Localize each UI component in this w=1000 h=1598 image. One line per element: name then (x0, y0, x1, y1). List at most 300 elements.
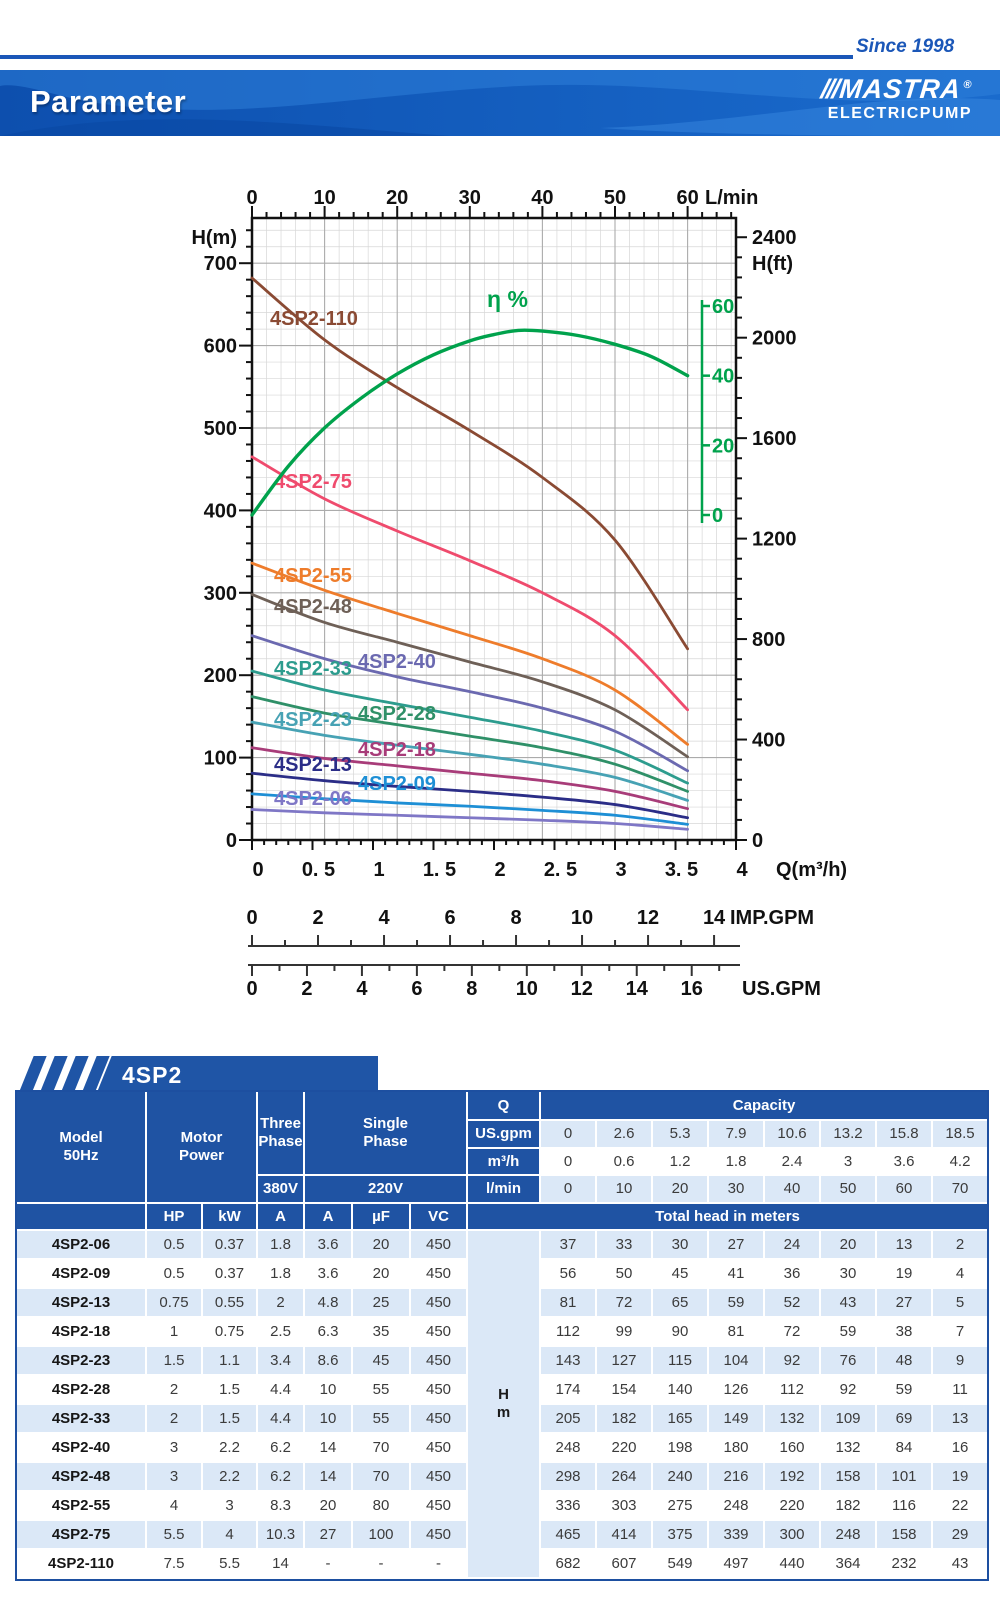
header-lmin: l/min (468, 1176, 541, 1204)
model-cell: 4SP2-40 (17, 1434, 147, 1463)
value-a380: 8.3 (258, 1492, 305, 1521)
value-uf: 70 (353, 1434, 411, 1463)
right-tick-label: 2400 (752, 227, 797, 250)
left-tick-label: 400 (203, 500, 237, 523)
header-220v: 220V (305, 1176, 468, 1204)
head-value: 440 (765, 1550, 821, 1579)
capacity-lmin-value: 40 (765, 1176, 821, 1204)
efficiency-tick-label: 0 (712, 505, 724, 527)
head-value: 36 (765, 1260, 821, 1289)
us-tick-label: 4 (356, 978, 368, 1000)
head-value: 240 (653, 1463, 709, 1492)
head-value: 143 (541, 1347, 597, 1376)
head-value: 69 (877, 1405, 933, 1434)
head-value: 248 (821, 1521, 877, 1550)
value-uf: 20 (353, 1260, 411, 1289)
value-hp: 7.5 (147, 1550, 203, 1579)
value-vc: 450 (411, 1318, 468, 1347)
head-value: 248 (541, 1434, 597, 1463)
header-hp: HP (147, 1204, 203, 1231)
value-vc: 450 (411, 1434, 468, 1463)
bottom-tick-label: 4 (736, 859, 748, 881)
value-vc: 450 (411, 1405, 468, 1434)
capacity-m3h-value: 0.6 (597, 1149, 653, 1176)
head-value: 112 (765, 1376, 821, 1405)
page-title: Parameter (30, 84, 187, 119)
left-tick-label: 600 (203, 335, 237, 358)
value-uf: 100 (353, 1521, 411, 1550)
head-value: 4 (933, 1260, 987, 1289)
model-cell: 4SP2-48 (17, 1463, 147, 1492)
model-cell: 4SP2-23 (17, 1347, 147, 1376)
value-hp: 3 (147, 1463, 203, 1492)
head-value: 112 (541, 1318, 597, 1347)
value-kw: 5.5 (203, 1550, 258, 1579)
us-axis-unit: US.GPM (742, 978, 821, 1000)
head-value: 109 (821, 1405, 877, 1434)
head-value: 99 (597, 1318, 653, 1347)
header-uf: µF (353, 1204, 411, 1231)
head-value: 275 (653, 1492, 709, 1521)
capacity-lmin-value: 0 (541, 1176, 597, 1204)
head-value: 158 (877, 1521, 933, 1550)
imp-tick-label: 10 (570, 907, 594, 929)
head-value: 20 (821, 1231, 877, 1260)
pump-curve-chart-svg (0, 170, 1000, 1010)
head-value: 607 (597, 1550, 653, 1579)
head-value: 364 (821, 1550, 877, 1579)
bottom-tick-label: 3. 5 (664, 859, 699, 881)
head-value: 154 (597, 1376, 653, 1405)
brand-name: MASTRA (837, 74, 963, 104)
header-m3h: m³/h (468, 1149, 541, 1176)
left-tick-label: 100 (203, 747, 237, 770)
head-value: 149 (709, 1405, 765, 1434)
head-value: 11 (933, 1376, 987, 1405)
imp-tick-label: 12 (636, 907, 660, 929)
head-value: 158 (821, 1463, 877, 1492)
value-kw: 0.75 (203, 1318, 258, 1347)
header-motor-power: Motor Power (147, 1092, 258, 1204)
capacity-us-gpm-value: 5.3 (653, 1121, 709, 1149)
value-a380: 4.4 (258, 1405, 305, 1434)
head-value: 90 (653, 1318, 709, 1347)
value-a380: 1.8 (258, 1260, 305, 1289)
head-value: 33 (597, 1231, 653, 1260)
capacity-lmin-value: 60 (877, 1176, 933, 1204)
top-tick-label: 20 (386, 187, 409, 209)
bottom-tick-label: 0. 5 (301, 859, 336, 881)
head-value: 232 (877, 1550, 933, 1579)
capacity-us-gpm-value: 10.6 (765, 1121, 821, 1149)
head-value: 43 (821, 1289, 877, 1318)
head-value: 76 (821, 1347, 877, 1376)
header-model: Model 50Hz (17, 1092, 147, 1204)
head-value: 43 (933, 1550, 987, 1579)
series-name: 4SP2 (122, 1062, 183, 1088)
curve-label-4SP2-33: 4SP2-33 (274, 658, 352, 680)
table-row-4SP2-06 (17, 1231, 987, 1260)
head-value: 24 (765, 1231, 821, 1260)
head-value: 5 (933, 1289, 987, 1318)
value-uf: 80 (353, 1492, 411, 1521)
page-banner (0, 70, 1000, 136)
value-hp: 1 (147, 1318, 203, 1347)
head-value: 84 (877, 1434, 933, 1463)
head-value: 198 (653, 1434, 709, 1463)
head-value: 205 (541, 1405, 597, 1434)
value-a220: 10 (305, 1376, 353, 1405)
capacity-lmin-value: 20 (653, 1176, 709, 1204)
capacity-m3h-value: 1.2 (653, 1149, 709, 1176)
left-tick-label: 200 (203, 665, 237, 688)
head-value: 264 (597, 1463, 653, 1492)
head-value: 140 (653, 1376, 709, 1405)
model-cell: 4SP2-13 (17, 1289, 147, 1318)
head-value: 300 (765, 1521, 821, 1550)
value-vc: 450 (411, 1463, 468, 1492)
value-hp: 0.75 (147, 1289, 203, 1318)
head-value: 7 (933, 1318, 987, 1347)
head-value: 19 (933, 1463, 987, 1492)
capacity-m3h-value: 3 (821, 1149, 877, 1176)
value-a220: 10 (305, 1405, 353, 1434)
left-axis-unit: H(m) (191, 227, 237, 249)
head-value: 375 (653, 1521, 709, 1550)
head-value: 216 (709, 1463, 765, 1492)
head-value: 30 (653, 1231, 709, 1260)
value-a380: 3.4 (258, 1347, 305, 1376)
imp-axis-unit: IMP.GPM (730, 907, 815, 929)
head-value: 127 (597, 1347, 653, 1376)
bottom-tick-label: 3 (615, 859, 627, 881)
top-tick-label: 0 (246, 187, 258, 209)
curve-label-4SP2-55: 4SP2-55 (274, 565, 352, 587)
model-cell: 4SP2-06 (17, 1231, 147, 1260)
top-tick-label: 30 (458, 187, 481, 209)
head-value: 29 (933, 1521, 987, 1550)
capacity-lmin-value: 50 (821, 1176, 877, 1204)
value-hp: 2 (147, 1376, 203, 1405)
value-hp: 0.5 (147, 1231, 203, 1260)
header-us-gpm: US.gpm (468, 1121, 541, 1149)
left-tick-label: 300 (203, 582, 237, 605)
value-vc: 450 (411, 1347, 468, 1376)
model-cell: 4SP2-110 (17, 1550, 147, 1579)
value-a380: 2 (258, 1289, 305, 1318)
value-hp: 5.5 (147, 1521, 203, 1550)
head-value: 220 (597, 1434, 653, 1463)
capacity-us-gpm-value: 13.2 (821, 1121, 877, 1149)
value-kw: 0.55 (203, 1289, 258, 1318)
header-q: Q (468, 1092, 541, 1121)
value-a380: 6.2 (258, 1434, 305, 1463)
value-kw: 2.2 (203, 1463, 258, 1492)
us-tick-label: 2 (301, 978, 313, 1000)
head-value: 298 (541, 1463, 597, 1492)
left-tick-label: 700 (203, 253, 237, 276)
us-tick-label: 14 (625, 978, 648, 1000)
head-value: 339 (709, 1521, 765, 1550)
value-kw: 0.37 (203, 1231, 258, 1260)
curve-label-4SP2-110: 4SP2-110 (270, 308, 358, 330)
value-uf: 45 (353, 1347, 411, 1376)
bottom-tick-label: 0 (252, 859, 264, 881)
registered-mark-icon: ® (962, 79, 974, 91)
top-tick-label: 10 (313, 187, 336, 209)
head-value: 72 (597, 1289, 653, 1318)
head-value: 101 (877, 1463, 933, 1492)
value-vc: 450 (411, 1376, 468, 1405)
right-tick-label: 0 (752, 830, 764, 852)
imp-tick-label: 2 (312, 907, 324, 929)
bottom-tick-label: 2. 5 (543, 859, 578, 881)
head-value: 248 (709, 1492, 765, 1521)
model-cell: 4SP2-28 (17, 1376, 147, 1405)
capacity-us-gpm-value: 0 (541, 1121, 597, 1149)
value-vc: 450 (411, 1289, 468, 1318)
right-tick-label: 2000 (752, 327, 797, 350)
head-value: 13 (933, 1405, 987, 1434)
bottom-tick-label: 1 (373, 859, 385, 881)
curve-label-4SP2-48: 4SP2-48 (274, 596, 352, 618)
head-value: 38 (877, 1318, 933, 1347)
value-a220: 20 (305, 1492, 353, 1521)
capacity-us-gpm-value: 18.5 (933, 1121, 987, 1149)
value-kw: 0.37 (203, 1260, 258, 1289)
imp-tick-label: 6 (444, 907, 456, 929)
head-value: 115 (653, 1347, 709, 1376)
curve-label-4SP2-09: 4SP2-09 (358, 773, 436, 795)
value-vc: 450 (411, 1231, 468, 1260)
capacity-lmin-value: 10 (597, 1176, 653, 1204)
brand-subtitle: ELECTRICPUMP (827, 105, 972, 122)
value-a220: 4.8 (305, 1289, 353, 1318)
model-cell: 4SP2-33 (17, 1405, 147, 1434)
model-cell: 4SP2-75 (17, 1521, 147, 1550)
value-uf: 25 (353, 1289, 411, 1318)
us-tick-label: 0 (246, 978, 258, 1000)
value-vc: 450 (411, 1260, 468, 1289)
top-tick-label: 50 (603, 187, 627, 209)
head-value: 65 (653, 1289, 709, 1318)
head-value: 81 (709, 1318, 765, 1347)
curve-label-4SP2-40: 4SP2-40 (358, 651, 436, 673)
spec-table-container (15, 1090, 985, 1581)
head-value: 303 (597, 1492, 653, 1521)
value-kw: 4 (203, 1521, 258, 1550)
value-hp: 2 (147, 1405, 203, 1434)
curve-label-4SP2-75: 4SP2-75 (274, 471, 352, 493)
bottom-tick-label: 2 (494, 859, 506, 881)
capacity-m3h-value: 4.2 (933, 1149, 987, 1176)
head-value: 174 (541, 1376, 597, 1405)
value-a380: 10.3 (258, 1521, 305, 1550)
us-tick-label: 12 (570, 978, 593, 1000)
model-cell: 4SP2-09 (17, 1260, 147, 1289)
head-unit-cell: H m (468, 1231, 541, 1579)
head-value: 132 (821, 1434, 877, 1463)
head-value: 192 (765, 1463, 821, 1492)
header-380v: 380V (258, 1176, 305, 1204)
curve-label-4SP2-18: 4SP2-18 (358, 739, 436, 761)
brand-logo-wordmark (819, 76, 973, 103)
right-tick-label: 1200 (752, 528, 797, 551)
value-a380: 2.5 (258, 1318, 305, 1347)
curve-label-4SP2-23: 4SP2-23 (274, 709, 352, 731)
value-a220: - (305, 1550, 353, 1579)
value-a220: 8.6 (305, 1347, 353, 1376)
value-a380: 14 (258, 1550, 305, 1579)
capacity-lmin-value: 30 (709, 1176, 765, 1204)
capacity-us-gpm-value: 7.9 (709, 1121, 765, 1149)
bottom-tick-label: 1. 5 (422, 859, 457, 881)
value-kw: 2.2 (203, 1434, 258, 1463)
value-uf: 70 (353, 1463, 411, 1492)
value-a220: 3.6 (305, 1231, 353, 1260)
model-cell: 4SP2-18 (17, 1318, 147, 1347)
head-value: 52 (765, 1289, 821, 1318)
head-value: 2 (933, 1231, 987, 1260)
head-value: 165 (653, 1405, 709, 1434)
value-a220: 3.6 (305, 1260, 353, 1289)
efficiency-label: η % (487, 286, 528, 312)
value-a380: 4.4 (258, 1376, 305, 1405)
top-axis-unit: L/min (705, 187, 759, 209)
head-value: 497 (709, 1550, 765, 1579)
efficiency-tick-label: 20 (712, 435, 735, 458)
value-uf: 35 (353, 1318, 411, 1347)
capacity-us-gpm-value: 2.6 (597, 1121, 653, 1149)
value-hp: 1.5 (147, 1347, 203, 1376)
right-tick-label: 1600 (752, 428, 797, 451)
head-value: 72 (765, 1318, 821, 1347)
capacity-m3h-value: 3.6 (877, 1149, 933, 1176)
head-value: 160 (765, 1434, 821, 1463)
pump-curve-chart (0, 170, 1000, 1010)
head-value: 116 (877, 1492, 933, 1521)
head-value: 182 (597, 1405, 653, 1434)
imp-tick-label: 8 (510, 907, 522, 929)
header-rule (0, 55, 853, 59)
right-axis-unit: H(ft) (752, 253, 794, 275)
imp-tick-label: 0 (246, 907, 258, 929)
head-value: 104 (709, 1347, 765, 1376)
header-capacity: Capacity (541, 1092, 987, 1121)
value-a220: 14 (305, 1463, 353, 1492)
us-tick-label: 10 (515, 978, 538, 1000)
value-kw: 1.5 (203, 1405, 258, 1434)
head-value: 414 (597, 1521, 653, 1550)
value-kw: 1.1 (203, 1347, 258, 1376)
value-hp: 3 (147, 1434, 203, 1463)
imp-tick-label: 4 (378, 907, 390, 929)
top-tick-label: 60 (676, 187, 699, 209)
value-uf: 55 (353, 1376, 411, 1405)
header-a-220: A (305, 1204, 353, 1231)
head-value: 48 (877, 1347, 933, 1376)
head-value: 22 (933, 1492, 987, 1521)
head-value: 27 (877, 1289, 933, 1318)
head-value: 16 (933, 1434, 987, 1463)
head-value: 126 (709, 1376, 765, 1405)
head-value: 27 (709, 1231, 765, 1260)
value-vc: 450 (411, 1492, 468, 1521)
us-tick-label: 8 (466, 978, 478, 1000)
head-value: 37 (541, 1231, 597, 1260)
capacity-lmin-value: 70 (933, 1176, 987, 1204)
efficiency-tick-label: 40 (712, 365, 735, 388)
head-value: 13 (877, 1231, 933, 1260)
head-value: 92 (765, 1347, 821, 1376)
brand-logo (821, 76, 972, 122)
header-total-head: Total head in meters (468, 1204, 987, 1231)
value-a220: 6.3 (305, 1318, 353, 1347)
capacity-m3h-value: 0 (541, 1149, 597, 1176)
us-tick-label: 16 (680, 978, 703, 1000)
top-tick-label: 40 (531, 187, 554, 209)
value-a380: 1.8 (258, 1231, 305, 1260)
value-kw: 3 (203, 1492, 258, 1521)
value-uf: 55 (353, 1405, 411, 1434)
value-kw: 1.5 (203, 1376, 258, 1405)
value-uf: 20 (353, 1231, 411, 1260)
head-value: 59 (821, 1318, 877, 1347)
capacity-m3h-value: 1.8 (709, 1149, 765, 1176)
head-value: 182 (821, 1492, 877, 1521)
head-value: 41 (709, 1260, 765, 1289)
header-kw: kW (203, 1204, 258, 1231)
right-tick-label: 800 (752, 629, 786, 652)
bottom-axis-unit: Q(m³/h) (776, 859, 848, 881)
value-a380: 6.2 (258, 1463, 305, 1492)
spec-table (15, 1090, 989, 1581)
curve-label-4SP2-13: 4SP2-13 (274, 754, 352, 776)
right-tick-label: 400 (752, 729, 786, 752)
model-cell: 4SP2-55 (17, 1492, 147, 1521)
value-vc: 450 (411, 1521, 468, 1550)
head-value: 45 (653, 1260, 709, 1289)
value-a220: 27 (305, 1521, 353, 1550)
curve-label-4SP2-28: 4SP2-28 (358, 703, 436, 725)
value-vc: - (411, 1550, 468, 1579)
head-value: 336 (541, 1492, 597, 1521)
value-hp: 4 (147, 1492, 203, 1521)
head-value: 81 (541, 1289, 597, 1318)
series-banner-bar-end (330, 1056, 378, 1094)
head-value: 59 (709, 1289, 765, 1318)
header-a-380: A (258, 1204, 305, 1231)
head-value: 132 (765, 1405, 821, 1434)
since-text: Since 1998 (856, 36, 955, 57)
logo-slashes-icon: /// (819, 74, 840, 104)
left-tick-label: 0 (225, 830, 237, 852)
capacity-m3h-value: 2.4 (765, 1149, 821, 1176)
us-tick-label: 6 (411, 978, 423, 1000)
head-value: 9 (933, 1347, 987, 1376)
value-uf: - (353, 1550, 411, 1579)
left-tick-label: 500 (203, 418, 237, 440)
head-value: 59 (877, 1376, 933, 1405)
capacity-us-gpm-value: 15.8 (877, 1121, 933, 1149)
head-value: 220 (765, 1492, 821, 1521)
header-vc: VC (411, 1204, 468, 1231)
head-value: 549 (653, 1550, 709, 1579)
value-hp: 0.5 (147, 1260, 203, 1289)
head-value: 56 (541, 1260, 597, 1289)
head-value: 92 (821, 1376, 877, 1405)
efficiency-tick-label: 60 (712, 296, 735, 319)
